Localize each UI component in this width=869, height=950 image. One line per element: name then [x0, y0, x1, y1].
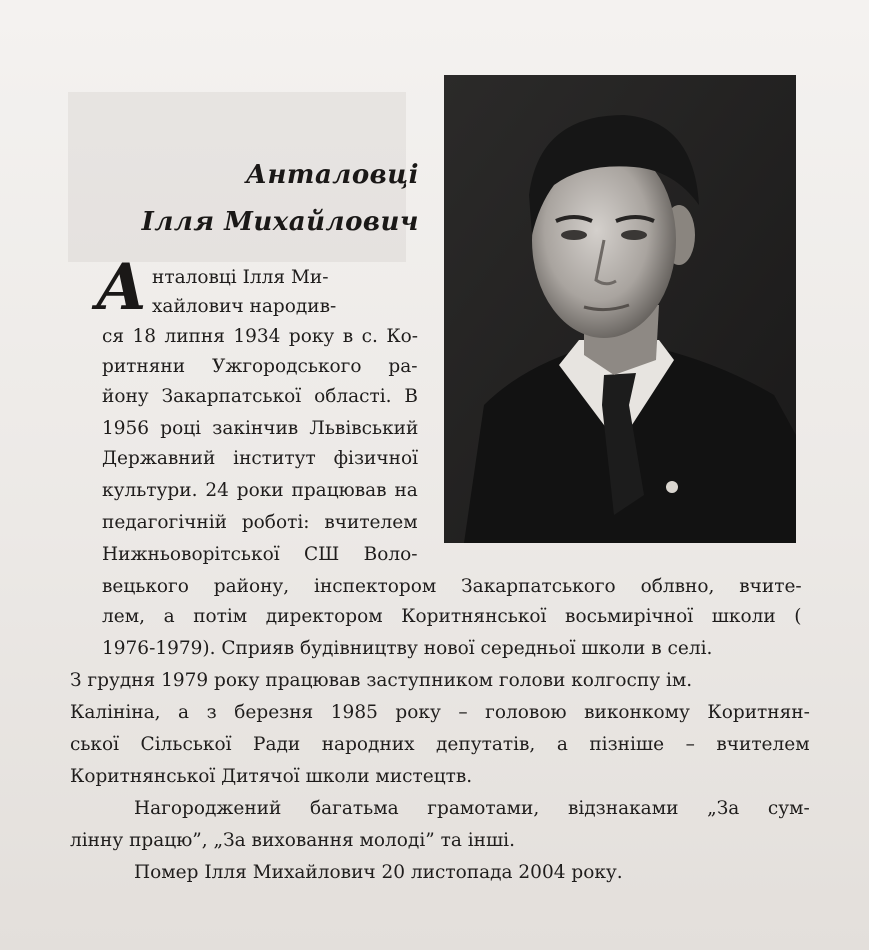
text-line: педагогічній роботі: вчителем — [102, 512, 418, 533]
text-line: лем, а потім директором Коритнянської восьмирічної школи ( — [102, 606, 802, 627]
heading-surname: Анталовці — [245, 160, 419, 190]
text-line: нталовці Ілля Ми- — [152, 267, 329, 288]
text-line: культури. 24 роки працював на — [102, 480, 418, 501]
text-line: вецького району, інспектором Закарпатського облвно, вчите- — [102, 576, 802, 597]
heading-name: Ілля Михайлович — [141, 207, 419, 237]
text-line: ської Сільської Ради народних депутатів, а пізніше – вчителем — [70, 734, 810, 755]
text-line: хайлович народив- — [152, 296, 337, 317]
drop-cap-letter: А — [95, 250, 148, 325]
text-line: 1976-1979). Сприяв будівництву нової середньої школи в селі. — [102, 638, 713, 659]
text-line: 1956 році закінчив Львівський — [102, 418, 419, 439]
text-line: Калініна, а з березня 1985 року – головою виконкому Коритнян- — [70, 702, 810, 723]
text-line: Державний інститут фізичної — [102, 448, 419, 469]
text-line: ритняни Ужгородського ра- — [102, 356, 418, 377]
text-line: Нижньоворітської СШ Воло- — [102, 544, 418, 565]
text-line: йону Закарпатської області. В — [102, 386, 419, 407]
portrait-image — [444, 75, 796, 543]
text-line: лінну працю”, „За виховання молоді” та інші. — [70, 830, 515, 851]
text-line: Помер Ілля Михайлович 20 листопада 2004 року. — [134, 862, 623, 883]
text-line: Нагороджений багатьма грамотами, відзнаками „За сум- — [134, 798, 810, 819]
text-line: Коритнянської Дитячої школи мистецтв. — [70, 766, 473, 787]
portrait-photo — [444, 75, 796, 543]
text-line: ся 18 липня 1934 року в с. Ко- — [102, 326, 419, 347]
text-line: З грудня 1979 року працював заступником голови колгоспу ім. — [70, 670, 693, 691]
